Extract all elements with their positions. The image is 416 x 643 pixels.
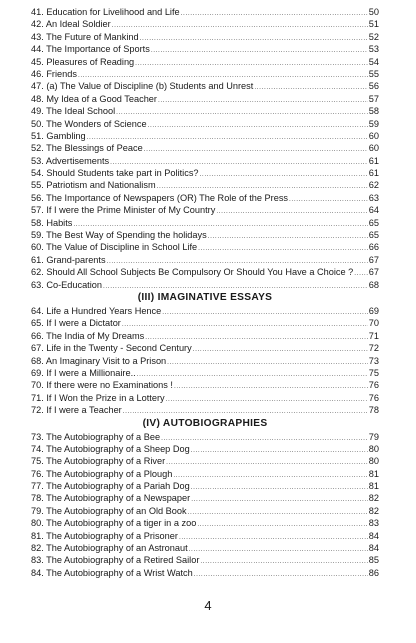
toc-entry	[31, 93, 379, 105]
toc-entry-page: 76	[368, 392, 379, 403]
toc-entry	[31, 31, 379, 43]
toc-entry-title: 67. Life in the Twenty - Second Century	[31, 343, 192, 354]
toc-entry-page: 86	[368, 567, 379, 578]
toc-entry-page: 53	[368, 44, 379, 55]
toc-entry	[31, 355, 379, 367]
toc-entry-title: 41. Education for Livelihood and Life	[31, 7, 180, 17]
toc-entry-page: 85	[368, 555, 379, 566]
toc-entry-page: 80	[368, 456, 379, 467]
toc-entry-page: 54	[368, 56, 379, 67]
toc-entry-page: 84	[368, 543, 379, 554]
dot-leader	[191, 494, 368, 506]
toc-entry-title: 50. The Wonders of Science	[31, 118, 147, 129]
toc-entry-title: 64. Life a Hundred Years Hence	[31, 305, 162, 316]
toc-entry	[31, 6, 379, 18]
toc-entry	[31, 342, 379, 354]
dot-leader	[254, 82, 367, 94]
toc-entry-title: 46. Friends	[31, 68, 77, 79]
toc-entry-title: 60. The Value of Discipline in School Life	[31, 242, 198, 253]
toc-entry-page: 65	[368, 217, 379, 228]
dot-leader	[174, 381, 368, 393]
toc-entry-title: 54. Should Students take part in Politics?	[31, 168, 199, 179]
toc-entry-page: 61	[368, 155, 379, 166]
toc-entry	[31, 317, 379, 329]
toc-entry-page: 79	[368, 431, 379, 442]
toc-entry	[31, 392, 379, 404]
toc-entry-title: 47. (a) The Value of Discipline (b) Students and Unrest	[31, 81, 254, 92]
toc-entry-title: 43. The Future of Mankind	[31, 31, 139, 42]
toc-entry-title: 58. Habits	[31, 217, 73, 228]
dot-leader	[208, 231, 368, 243]
dot-leader	[162, 307, 368, 319]
dot-leader	[166, 457, 368, 469]
dot-leader	[112, 20, 368, 32]
toc-entry-title: 68. An Imaginary Visit to a Prison	[31, 355, 167, 366]
toc-entry-page: 66	[368, 242, 379, 253]
toc-entry-page: 71	[368, 330, 379, 341]
dot-leader	[189, 544, 368, 556]
toc-entry-page: 76	[368, 380, 379, 391]
toc-entry-page: 63	[368, 192, 379, 203]
toc-entry-page: 56	[368, 81, 379, 92]
toc-entry-title: 65. If I were a Dictator	[31, 318, 121, 329]
toc-entry	[31, 379, 379, 391]
toc-entry-page: 70	[368, 318, 379, 329]
dot-leader	[289, 194, 368, 206]
toc-entry	[31, 130, 379, 142]
toc-entry-page: 57	[368, 93, 379, 104]
toc-entry-page: 64	[368, 205, 379, 216]
toc-entry	[31, 567, 379, 579]
toc-entry-title: 74. The Autobiography of a Sheep Dog	[31, 443, 190, 454]
toc-entry-page: 60	[368, 130, 379, 141]
toc-entry	[31, 455, 379, 467]
dot-leader	[179, 532, 368, 544]
toc-entry	[31, 330, 379, 342]
dot-leader	[173, 470, 367, 482]
dot-leader	[166, 394, 368, 406]
dot-leader	[122, 319, 368, 331]
toc-entry-title: 53. Advertisements	[31, 155, 110, 166]
toc-entry-title: 55. Patriotism and Nationalism	[31, 180, 156, 191]
toc-entry-title: 77. The Autobiography of a Pariah Dog	[31, 481, 190, 492]
toc-entry-page: 82	[368, 505, 379, 516]
page-number: 4	[204, 598, 212, 613]
dot-leader	[200, 556, 367, 568]
toc-entry-page: 50	[368, 7, 379, 17]
section-heading-imaginative-essays: (III) IMAGINATIVE ESSAYS	[137, 291, 273, 303]
toc-entry-page: 83	[368, 518, 379, 529]
toc-entry-title: 62. Should All School Subjects Be Compulsory Or Should You Have a Choice ?	[31, 267, 354, 278]
toc-entry-page: 68	[368, 279, 379, 290]
toc-entry	[31, 254, 379, 266]
toc-entry-title: 42. An Ideal Soldier	[31, 19, 111, 30]
dot-leader	[140, 33, 368, 45]
toc-entry	[31, 105, 379, 117]
toc-entry	[31, 305, 379, 317]
toc-entry-title: 79. The Autobiography of an Old Book	[31, 505, 187, 516]
toc-entry-page: 75	[368, 367, 379, 378]
dot-leader	[135, 58, 368, 70]
dot-leader	[200, 169, 368, 181]
toc-entry-title: 82. The Autobiography of an Astronaut	[31, 543, 188, 554]
section-heading-autobiographies: (IV) AUTOBIOGRAPHIES	[142, 417, 268, 429]
toc-entry-page: 84	[368, 530, 379, 541]
dot-leader	[161, 433, 368, 445]
toc-entry	[31, 80, 379, 92]
toc-section-imaginative-essays	[31, 305, 379, 417]
dot-leader	[194, 569, 368, 581]
toc-entry	[31, 266, 379, 278]
toc-entry-title: 56. The Importance of Newspapers (OR) The Role of the Press	[31, 192, 289, 203]
toc-entry-page: 51	[368, 19, 379, 30]
toc-entry	[31, 279, 379, 291]
dot-leader	[197, 519, 367, 531]
toc-entry	[31, 431, 379, 443]
toc-entry-page: 69	[368, 305, 379, 316]
toc-entry-page: 62	[368, 180, 379, 191]
toc-entry-page: 52	[368, 31, 379, 42]
toc-entry-title: 71. If I Won the Prize in a Lottery	[31, 392, 165, 403]
toc-entry	[31, 480, 379, 492]
dot-leader	[151, 45, 368, 57]
toc-entry-title: 61. Grand-parents	[31, 254, 106, 265]
toc-entry-page: 67	[368, 254, 379, 265]
toc-entry-title: 76. The Autobiography of a Plough	[31, 468, 173, 479]
toc-section-general	[31, 6, 379, 291]
toc-entry-title: 80. The Autobiography of a tiger in a zoo	[31, 518, 197, 529]
toc-entry-title: 83. The Autobiography of a Retired Sailor	[31, 555, 200, 566]
toc-entry-page: 72	[368, 343, 379, 354]
toc-entry-page: 65	[368, 230, 379, 241]
toc-entry-title: 72. If I were a Teacher	[31, 405, 122, 416]
toc-entry	[31, 554, 379, 566]
toc-entry-title: 78. The Autobiography of a Newspaper	[31, 493, 191, 504]
toc-entry	[31, 517, 379, 529]
toc-section-autobiographies	[31, 431, 379, 580]
toc-entry	[31, 142, 379, 154]
dot-leader	[181, 8, 368, 20]
dot-leader	[198, 243, 368, 255]
dot-leader	[216, 206, 367, 218]
toc-entry	[31, 443, 379, 455]
toc-entry	[31, 167, 379, 179]
toc-entry	[31, 468, 379, 480]
toc-entry	[31, 179, 379, 191]
toc-entry	[31, 68, 379, 80]
dot-leader	[191, 445, 368, 457]
toc-entry-page: 81	[368, 468, 379, 479]
toc-entry	[31, 43, 379, 55]
toc-entry-title: 45. Pleasures of Reading	[31, 56, 135, 67]
toc-entry	[31, 56, 379, 68]
dot-leader	[116, 107, 368, 119]
toc-entry-title: 69. If I were a Millionaire..	[31, 367, 136, 378]
toc-entry-page: 73	[368, 355, 379, 366]
toc-entry-title: 49. The Ideal School	[31, 106, 116, 117]
toc-entry-title: 48. My Idea of a Good Teacher	[31, 93, 157, 104]
toc-entry	[31, 155, 379, 167]
toc-entry-title: 57. If I were the Prime Minister of My Country	[31, 205, 216, 216]
toc-entry	[31, 204, 379, 216]
toc-entry-title: 51. Gambling	[31, 130, 86, 141]
toc-entry-page: 80	[368, 443, 379, 454]
toc-entry	[31, 118, 379, 130]
toc-entry-title: 63. Co-Education	[31, 279, 102, 290]
toc-entry-page: 81	[368, 481, 379, 492]
toc-entry	[31, 229, 379, 241]
toc-entry-page: 55	[368, 68, 379, 79]
dot-leader	[188, 507, 368, 519]
toc-entry	[31, 217, 379, 229]
toc-entry-title: 59. The Best Way of Spending the holidays	[31, 230, 207, 241]
toc-entry	[31, 530, 379, 542]
toc-entry	[31, 18, 379, 30]
toc-entry-title: 66. The India of My Dreams	[31, 330, 145, 341]
dot-leader	[191, 482, 368, 494]
toc-entry	[31, 241, 379, 253]
table-of-contents	[31, 6, 379, 579]
dot-leader	[144, 144, 368, 156]
toc-entry-page: 59	[368, 118, 379, 129]
toc-entry	[31, 505, 379, 517]
toc-entry-title: 52. The Blessings of Peace	[31, 143, 143, 154]
toc-entry-title: 70. If there were no Examinations !	[31, 380, 173, 391]
toc-entry-page: 82	[368, 493, 379, 504]
dot-leader	[354, 268, 368, 280]
dot-leader	[158, 95, 368, 107]
dot-leader	[148, 120, 368, 132]
toc-entry-title: 44. The Importance of Sports	[31, 44, 150, 55]
toc-entry-title: 84. The Autobiography of a Wrist Watch	[31, 567, 193, 578]
toc-entry-title: 73. The Autobiography of a Bee	[31, 431, 161, 442]
dot-leader	[167, 357, 368, 369]
toc-entry	[31, 492, 379, 504]
toc-entry-page: 60	[368, 143, 379, 154]
toc-entry-page: 67	[368, 267, 379, 278]
toc-entry	[31, 367, 379, 379]
toc-entry	[31, 404, 379, 416]
toc-entry-title: 75. The Autobiography of a River	[31, 456, 166, 467]
toc-entry-title: 81. The Autobiography of a Prisoner	[31, 530, 178, 541]
toc-entry-page: 58	[368, 106, 379, 117]
toc-entry	[31, 542, 379, 554]
toc-entry-page: 78	[368, 405, 379, 416]
dot-leader	[193, 344, 368, 356]
toc-entry	[31, 192, 379, 204]
toc-entry-page: 61	[368, 168, 379, 179]
